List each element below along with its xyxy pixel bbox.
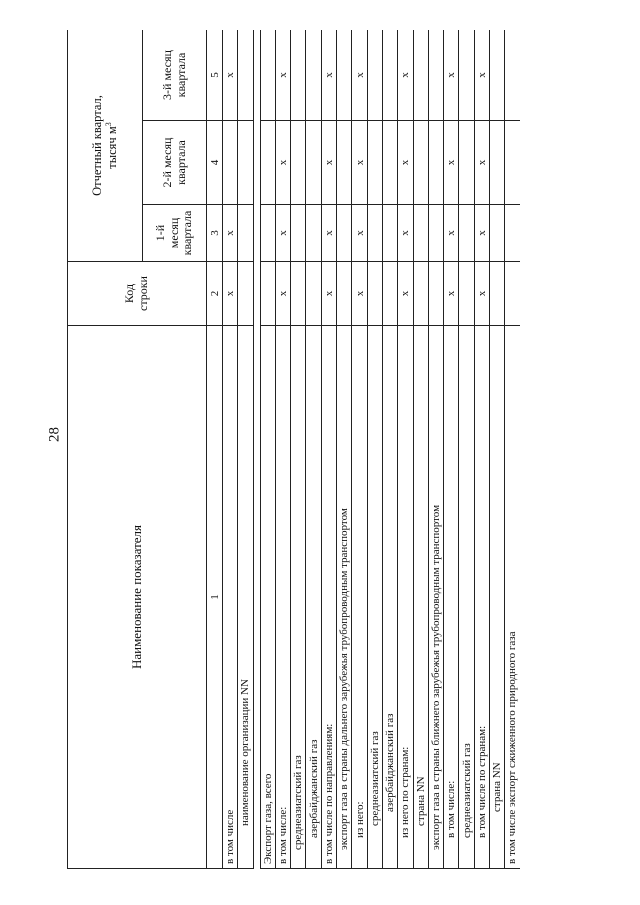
table-wrapper: [67, 30, 520, 869]
month3-cell: x: [398, 30, 413, 121]
row-code-cell: [306, 262, 321, 326]
month3-cell: [238, 30, 253, 121]
month3-cell: [505, 30, 520, 121]
row-code-cell: x: [398, 262, 413, 326]
month1-line2: месяц: [166, 217, 181, 249]
month2-header: [143, 121, 207, 205]
row-code-header-line2: строки: [136, 276, 150, 311]
row-code-header-line1: Код: [122, 283, 137, 304]
month2-cell: [413, 121, 428, 205]
month1-cell: x: [223, 205, 238, 262]
month1-cell: [459, 205, 474, 262]
month2-cell: [459, 121, 474, 205]
table-row: [474, 30, 489, 869]
month1-cell: x: [321, 205, 336, 262]
quarter-header-line1: Отчетный квартал,: [90, 95, 105, 196]
row-label: наименование организации NN: [238, 326, 253, 869]
gas-export-table: [67, 30, 520, 869]
month1-cell: [382, 205, 397, 262]
month1-cell: [291, 205, 306, 262]
month2-cell: x: [474, 121, 489, 205]
month2-cell: [382, 121, 397, 205]
month3-cell: [291, 30, 306, 121]
row-code-header: [68, 262, 207, 326]
month1-cell: [306, 205, 321, 262]
month3-line1: 3-й месяц: [159, 50, 174, 100]
month1-cell: x: [398, 205, 413, 262]
separator-cell: [253, 30, 260, 869]
quarter-header-line2: тысяч м: [105, 126, 120, 169]
table-row: [352, 30, 367, 869]
table-row: [321, 30, 336, 869]
month2-cell: [223, 121, 238, 205]
table-row: [382, 30, 397, 869]
month1-cell: [238, 205, 253, 262]
month3-cell: x: [321, 30, 336, 121]
month2-line2: квартала: [173, 140, 188, 185]
month3-cell: [413, 30, 428, 121]
table-row: [260, 30, 275, 869]
month2-cell: [306, 121, 321, 205]
month1-cell: x: [474, 205, 489, 262]
month1-line1: 1-й: [152, 224, 167, 242]
month1-cell: [337, 205, 352, 262]
row-code-cell: [367, 262, 382, 326]
row-label: среднеазиатский газ: [459, 326, 474, 869]
row-code-cell: x: [444, 262, 459, 326]
row-label: среднеазиатский газ: [291, 326, 306, 869]
row-code-cell: x: [352, 262, 367, 326]
month2-cell: x: [398, 121, 413, 205]
row-label: Экспорт газа, всего: [260, 326, 275, 869]
row-code-cell: [337, 262, 352, 326]
month1-cell: [505, 205, 520, 262]
month3-cell: [490, 30, 505, 121]
month1-header: [143, 205, 207, 262]
row-code-cell: [291, 262, 306, 326]
column-number: 5: [207, 30, 223, 121]
month1-cell: x: [352, 205, 367, 262]
row-code-cell: [382, 262, 397, 326]
row-code-cell: x: [275, 262, 290, 326]
row-code-cell: [490, 262, 505, 326]
column-number-row: [207, 30, 223, 869]
month2-cell: x: [352, 121, 367, 205]
table-row: [275, 30, 290, 869]
row-label: страна NN: [413, 326, 428, 869]
month3-cell: x: [444, 30, 459, 121]
row-code-cell: [238, 262, 253, 326]
month2-cell: [291, 121, 306, 205]
month2-cell: x: [275, 121, 290, 205]
row-label: азербайджанский газ: [306, 326, 321, 869]
row-code-cell: [459, 262, 474, 326]
quarter-header: [68, 30, 143, 262]
table-row: [444, 30, 459, 869]
month3-cell: [382, 30, 397, 121]
month3-cell: [367, 30, 382, 121]
table-row: [367, 30, 382, 869]
month3-cell: x: [275, 30, 290, 121]
table-row: [223, 30, 238, 869]
month2-cell: [260, 121, 275, 205]
month1-cell: [428, 205, 443, 262]
row-code-cell: [413, 262, 428, 326]
row-code-cell: x: [223, 262, 238, 326]
row-code-cell: [260, 262, 275, 326]
month1-cell: x: [275, 205, 290, 262]
row-label: среднеазиатский газ: [367, 326, 382, 869]
table-row: [238, 30, 253, 869]
section-separator: [253, 30, 260, 869]
table-row: [505, 30, 520, 869]
page-number: 28: [46, 427, 63, 442]
table-row: [490, 30, 505, 869]
row-label: страна NN: [490, 326, 505, 869]
column-number: 4: [207, 121, 223, 205]
table-row: [337, 30, 352, 869]
month1-line3: квартала: [180, 210, 195, 256]
table-row: [413, 30, 428, 869]
month3-cell: x: [474, 30, 489, 121]
row-label: азербайджанский газ: [382, 326, 397, 869]
column-number: 2: [207, 262, 223, 326]
month3-line2: квартала: [173, 52, 188, 98]
month3-cell: [260, 30, 275, 121]
month2-cell: [428, 121, 443, 205]
month3-cell: x: [223, 30, 238, 121]
month1-cell: [260, 205, 275, 262]
row-label: из него по странам:: [398, 326, 413, 869]
row-label: в том числе:: [275, 326, 290, 869]
month2-line1: 2-й месяц: [159, 137, 174, 188]
table-row: [398, 30, 413, 869]
month3-cell: [337, 30, 352, 121]
month1-cell: [413, 205, 428, 262]
row-code-cell: x: [321, 262, 336, 326]
month3-cell: [306, 30, 321, 121]
month2-cell: [505, 121, 520, 205]
indicator-name-header: Наименование показателя: [68, 326, 207, 869]
table-row: [428, 30, 443, 869]
row-label: экспорт газа в страны ближнего зарубежья трубопроводным транспортом: [428, 326, 443, 869]
month2-cell: x: [444, 121, 459, 205]
column-number: 1: [207, 326, 223, 869]
rotated-table-area: [67, 30, 520, 869]
month3-header: [143, 30, 207, 121]
table-row: [459, 30, 474, 869]
row-code-cell: [505, 262, 520, 326]
month1-cell: [490, 205, 505, 262]
month1-cell: [367, 205, 382, 262]
month2-cell: [490, 121, 505, 205]
table-row: [306, 30, 321, 869]
month2-cell: [367, 121, 382, 205]
row-label: в том числе по направлениям:: [321, 326, 336, 869]
month2-cell: [238, 121, 253, 205]
table-row: [291, 30, 306, 869]
row-code-cell: x: [474, 262, 489, 326]
month3-cell: [459, 30, 474, 121]
row-code-cell: [428, 262, 443, 326]
row-label: в том числе:: [444, 326, 459, 869]
month3-cell: x: [352, 30, 367, 121]
row-label: в том числе: [223, 326, 238, 869]
quarter-unit-sup: 3: [104, 122, 114, 127]
month2-cell: [337, 121, 352, 205]
row-label: из него:: [352, 326, 367, 869]
month2-cell: x: [321, 121, 336, 205]
table-body: [223, 30, 521, 869]
row-label: в том числе экспорт сжиженного природного газа: [505, 326, 520, 869]
column-number: 3: [207, 205, 223, 262]
row-label: экспорт газа в страны дальнего зарубежья трубопроводным транспортом: [337, 326, 352, 869]
month3-cell: [428, 30, 443, 121]
row-label: в том числе по странам:: [474, 326, 489, 869]
month1-cell: x: [444, 205, 459, 262]
